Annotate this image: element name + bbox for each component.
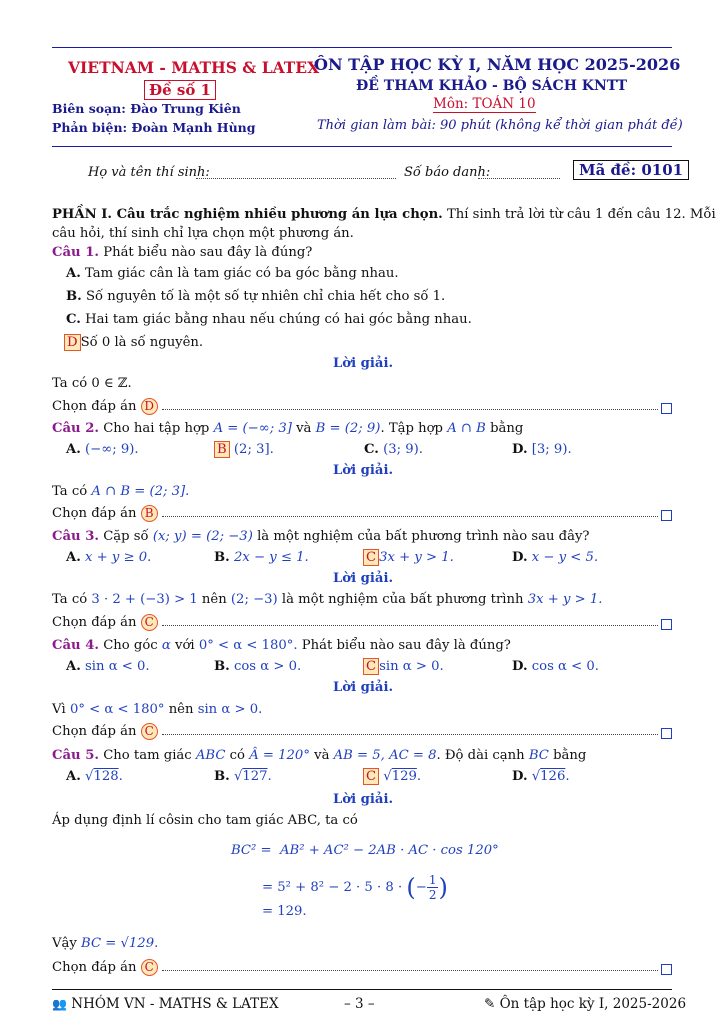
header-bottom-rule [52,146,672,147]
option-letter: B. [214,550,230,565]
option-letter: A. [66,769,81,784]
question-1-label: Câu 1. [52,245,99,260]
eq-line-1-lhs: BC² = [231,843,272,858]
q2-option-c[interactable] [364,442,423,457]
q4-solution [52,702,262,717]
q4-option-c[interactable] [363,658,444,675]
dot-leader [162,516,658,517]
footer-right [484,996,686,1012]
solution-prefix: Ta có [52,592,88,607]
answer-circle: D [141,398,158,415]
dot-leader [162,409,658,410]
fraction-denominator: 2 [428,888,437,902]
dot-leader [162,734,658,735]
q2-set-b: B = (2; 9) [315,421,381,436]
footer-title: Ôn tập học kỳ I, 2025-2026 [499,996,687,1012]
header-top-rule [52,47,672,48]
q5-option-b[interactable]: B. √127. [214,769,272,784]
q4-option-d[interactable] [512,659,599,674]
solution-expr: A ∩ B = (2; 3]. [91,484,190,499]
q5-sides: AB = 5, AC = 8 [333,748,437,763]
end-square-icon [661,724,672,743]
q3-option-b[interactable] [214,550,309,565]
q5-text-e: bằng [553,748,587,763]
exam-code: Mã đề: 0101 [573,160,689,180]
fraction-numerator: 1 [428,873,437,887]
solution-heading: Lời giải. [333,356,394,371]
q5-choose [52,959,158,976]
q3-text-a: Cặp số [103,529,149,544]
conclusion-expr: BC = √129. [81,936,159,951]
dot-leader [162,625,658,626]
answer-circle: B [141,505,158,522]
q3-text-b: là một nghiệm của bất phương trình nào sau đây? [257,529,590,544]
q5-triangle: ABC [195,748,226,763]
eq-line-3: = 129. [262,904,307,919]
option-text: 127 [242,769,268,784]
q5-angle: Â = 120° [249,748,310,763]
question-3-label: Câu 3. [52,529,99,544]
option-text: sin α > 0. [379,659,444,674]
q5-option-a[interactable]: A. √128. [66,769,123,784]
solution-rest: là một nghiệm của bất phương trình [281,592,524,607]
q2-choose [52,505,158,522]
footer-rule [52,989,672,990]
q5-text-d: . Độ dài cạnh [436,748,525,763]
option-text: Hai tam giác bằng nhau nếu chúng có hai góc bằng nhau. [85,312,472,327]
q3-option-a[interactable] [66,550,151,565]
q1-choose [52,398,158,415]
eq-line-2: = 5² + 8² − 2 · 5 · 8 · (− $\frac{1}{2}$ ) [262,873,448,902]
part-instructions: Thí sinh trả lời từ câu 1 đến câu 12. Mỗi [446,207,716,222]
q3-choose [52,614,158,631]
q4-text-c: Phát biểu nào sau đây là đúng? [301,638,511,653]
question-5-label: Câu 5. [52,748,99,763]
author: Biên soạn: Đào Trung Kiên [52,101,241,116]
q4-option-a[interactable] [66,659,150,674]
q2-set-a: A = (−∞; 3] [213,421,292,436]
q4-choose [52,723,158,740]
option-letter: C. [66,312,81,327]
choose-label: Chọn đáp án [52,724,137,739]
choose-label: Chọn đáp án [52,960,137,975]
end-square-icon [661,399,672,418]
option-text: (2; 3]. [233,442,274,457]
exam-title: ÔN TẬP HỌC KỲ I, NĂM HỌC 2025-2026 [314,55,681,74]
answer-circle: C [141,723,158,740]
q5-option-c[interactable]: C √129. [363,768,421,785]
answer-circle: C [141,959,158,976]
q5-text-c: và [314,748,330,763]
option-text: sin α < 0. [85,659,150,674]
solution-mid: nên [168,702,194,717]
solution-pair: (2; −3) [230,592,278,607]
q2-solution [52,484,189,499]
q1-solution: Ta có 0 ∈ ℤ. [52,376,132,391]
footer-left [52,996,279,1012]
choose-label: Chọn đáp án [52,399,137,414]
option-letter: B. [66,289,82,304]
student-id-field[interactable] [478,178,560,179]
option-letter: D. [512,550,528,565]
option-text: Số nguyên tố là một số tự nhiên chỉ chia hết cho số 1. [85,289,446,304]
correct-answer-box: C [363,768,379,785]
option-text: Số 0 là số nguyên. [80,335,204,350]
solution-heading: Lời giải. [333,680,394,695]
users-icon: 👥 [52,997,67,1011]
option-text: 128 [93,769,119,784]
option-text: (3; 9). [383,442,423,457]
q2-text-b: và [296,421,312,436]
q5-text-b: có [229,748,245,763]
q2-set-ab: A ∩ B [447,421,486,436]
q2-option-a[interactable] [66,442,139,457]
question-1-text: Phát biểu nào sau đây là đúng? [103,245,313,260]
solution-prefix: Ta có [52,484,88,499]
group-name: VIETNAM - MATHS & LATEX [68,58,320,77]
question-2-label: Câu 2. [52,421,99,436]
page-number: – 3 – [344,996,375,1012]
exam-subtitle: ĐỀ THAM KHẢO - BỘ SÁCH KNTT [356,78,628,94]
eq-line-1-rhs: AB² + AC² − 2AB · AC · cos 120° [280,843,499,858]
q3-option-d[interactable] [512,550,598,565]
question-4-label: Câu 4. [52,638,99,653]
q4-option-b[interactable] [214,659,301,674]
q4-text-b: với [175,638,195,653]
reviewer: Phản biện: Đoàn Mạnh Hùng [52,120,256,135]
q3-pair: (x; y) = (2; −3) [152,529,253,544]
eq-line-2-text: = 5² + 8² − 2 · 5 · 8 · [262,880,403,895]
end-square-icon [661,960,672,979]
footer-group: NHÓM VN - MATHS & LATEX [71,996,279,1012]
option-text: 3x + y > 1. [379,550,454,565]
q4-range: 0° < α < 180°. [198,638,298,653]
part-title-line [52,207,716,222]
q1-option-d[interactable] [64,334,203,351]
option-text: [3; 9). [531,442,572,457]
solution-expr: 3 · 2 + (−3) > 1 [91,592,198,607]
q5-text-a: Cho tam giác [103,748,192,763]
option-letter: B. [214,769,230,784]
subject: Môn: TOÁN 10 [433,96,536,112]
choose-label: Chọn đáp án [52,615,137,630]
correct-answer-box: D [64,334,81,351]
q1-option-b[interactable] [66,289,445,304]
conclusion-prefix: Vậy [52,936,77,951]
q2-option-d[interactable] [512,442,572,457]
q2-option-b[interactable] [214,441,274,458]
part-title: PHẦN I. Câu trắc nghiệm nhiều phương án lựa chọn. [52,207,443,222]
q5-option-d[interactable]: D. √126. [512,769,570,784]
option-text: cos α > 0. [233,659,302,674]
question-2 [52,421,523,436]
fraction [427,873,439,902]
question-5 [52,748,586,763]
correct-answer-box: C [363,549,379,566]
option-letter: D. [512,769,528,784]
q3-solution [52,592,602,607]
solution-result: sin α > 0. [197,702,263,717]
option-text: Tam giác cân là tam giác có ba góc bằng nhau. [85,266,399,281]
dot-leader [162,970,658,971]
q5-conclusion [52,936,158,951]
q1-option-a[interactable] [66,266,399,281]
correct-answer-box: C [363,658,379,675]
exam-time: Thời gian làm bài: 90 phút (không kể thời gian phát đề) [317,118,683,133]
question-1 [52,245,312,260]
option-letter: A. [66,442,81,457]
q2-text-c: . Tập hợp [380,421,443,436]
q4-alpha: α [161,638,171,653]
solution-heading: Lời giải. [333,463,394,478]
choose-label: Chọn đáp án [52,506,137,521]
student-id-label: Số báo danh: [404,165,491,180]
option-text: cos α < 0. [531,659,599,674]
correct-answer-box: B [214,441,230,458]
q2-text-a: Cho hai tập hợp [103,421,210,436]
exam-number: Đề số 1 [144,80,216,100]
q2-text-d: bằng [490,421,524,436]
solution-prefix: Vì [52,702,66,717]
option-letter: C. [364,442,379,457]
option-letter: B. [214,659,230,674]
solution-mid: nên [201,592,227,607]
option-letter: A. [66,659,81,674]
solution-heading: Lời giải. [333,792,394,807]
option-letter: D. [512,442,528,457]
part-instructions-line2: câu hỏi, thí sinh chỉ lựa chọn một phương án. [52,226,354,241]
solution-ineq: 3x + y > 1. [527,592,603,607]
q4-text-a: Cho góc [103,638,158,653]
edit-icon: ✎ [484,996,496,1012]
solution-heading: Lời giải. [333,571,394,586]
question-4 [52,638,511,653]
q5-solution-intro: Áp dụng định lí côsin cho tam giác ABC, ta có [52,813,358,828]
q5-bc: BC [528,748,549,763]
option-letter: D. [512,659,528,674]
student-name-label: Họ và tên thí sinh: [88,165,210,180]
q1-option-c[interactable] [66,312,472,327]
end-square-icon [661,615,672,634]
option-letter: A. [66,550,81,565]
q3-option-c[interactable] [363,549,454,566]
question-3 [52,529,590,544]
option-text: 126 [540,769,566,784]
option-text: (−∞; 9). [85,442,139,457]
answer-circle: C [141,614,158,631]
solution-range: 0° < α < 180° [69,702,165,717]
option-text: 129 [391,769,417,784]
option-text: 2x − y ≤ 1. [233,550,309,565]
option-text: x + y ≥ 0. [85,550,152,565]
end-square-icon [661,506,672,525]
student-name-field[interactable] [196,178,396,179]
option-text: x − y < 5. [531,550,599,565]
option-letter: A. [66,266,81,281]
